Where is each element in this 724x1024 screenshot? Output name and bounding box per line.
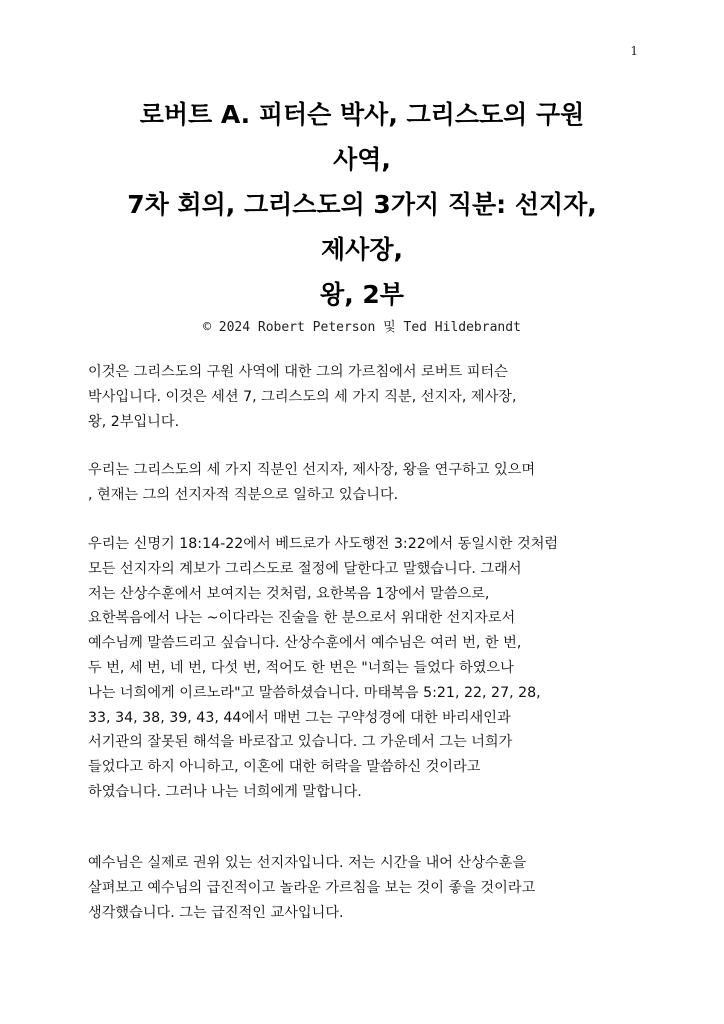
title-line: 로버트 A. 피터슨 박사, 그리스도의 구원 bbox=[139, 100, 585, 129]
paragraph-line: 예수님은 실제로 권위 있는 선지자입니다. 저는 시간을 내어 산상수훈을 bbox=[88, 855, 527, 871]
paragraph-line: 저는 산상수훈에서 보여지는 것처럼, 요한복음 1장에서 말씀으로, bbox=[88, 585, 490, 602]
title-line: 7차 회의, 그리스도의 3가지 직분: 선지자, bbox=[127, 190, 597, 219]
paragraph-line: 예수님께 말씀드리고 싶습니다. 산상수훈에서 예수님은 여러 번, 한 번, bbox=[88, 635, 522, 652]
copyright-notice: © 2024 Robert Peterson 및 Ted Hildebrandt bbox=[203, 320, 521, 335]
paragraph-line: 서기관의 잘못된 해석을 바로잡고 있습니다. 그 가운데서 그는 너희가 bbox=[88, 734, 513, 751]
document-title bbox=[80, 92, 644, 317]
paragraph-2 bbox=[88, 458, 644, 508]
paragraph-line: 우리는 신명기 18:14-22에서 베드로가 사도행전 3:22에서 동일시한 것처럼 bbox=[88, 536, 559, 552]
paragraph-line: 요한복음에서 나는 ~이다라는 진술을 한 분으로서 위대한 선지자로서 bbox=[88, 610, 516, 627]
title-line: 왕, 2부 bbox=[320, 280, 404, 309]
paragraph-line: 왕, 2부입니다. bbox=[88, 413, 180, 430]
title-line: 사역, bbox=[333, 145, 391, 174]
paragraph-line: 박사입니다. 이것은 세션 7, 그리스도의 세 가지 직분, 선지자, 제사장, bbox=[88, 388, 517, 405]
title-line: 제사장, bbox=[321, 235, 403, 264]
paragraph-line: 우리는 그리스도의 세 가지 직분인 선지자, 제사장, 왕을 연구하고 있으며 bbox=[88, 462, 536, 478]
paragraph-1 bbox=[88, 360, 644, 434]
paragraph-line: 하였습니다. 그러나 나는 너희에게 말합니다. bbox=[88, 783, 362, 800]
paragraph-line: 이것은 그리스도의 구원 사역에 대한 그의 가르침에서 로버트 피터슨 bbox=[88, 364, 508, 380]
paragraph-line: , 현재는 그의 선지자적 직분으로 일하고 있습니다. bbox=[88, 486, 399, 503]
paragraph-line: 살펴보고 예수님의 급진적이고 놀라운 가르침을 보는 것이 좋을 것이라고 bbox=[88, 879, 536, 896]
paragraph-line: 두 번, 세 번, 네 번, 다섯 번, 적어도 한 번은 "너희는 들었다 하였으나 bbox=[88, 659, 514, 676]
paragraph-line: 33, 34, 38, 39, 43, 44에서 매번 그는 구약성경에 대한 바리새인과 bbox=[88, 709, 511, 726]
paragraph-line: 들었다고 하지 아니하고, 이혼에 대한 허락을 말씀하신 것이라고 bbox=[88, 759, 481, 776]
paragraph-3 bbox=[88, 532, 644, 805]
paragraph-line: 모든 선지자의 계보가 그리스도로 절정에 달한다고 말했습니다. 그래서 bbox=[88, 560, 522, 577]
paragraph-line: 나는 너희에게 이르노라"고 말씀하셨습니다. 마태복음 5:21, 22, 27, 28, bbox=[88, 684, 541, 701]
page-number: 1 bbox=[630, 44, 638, 58]
paragraph-4 bbox=[88, 851, 644, 925]
paragraph-line: 생각했습니다. 그는 급진적인 교사입니다. bbox=[88, 904, 344, 921]
